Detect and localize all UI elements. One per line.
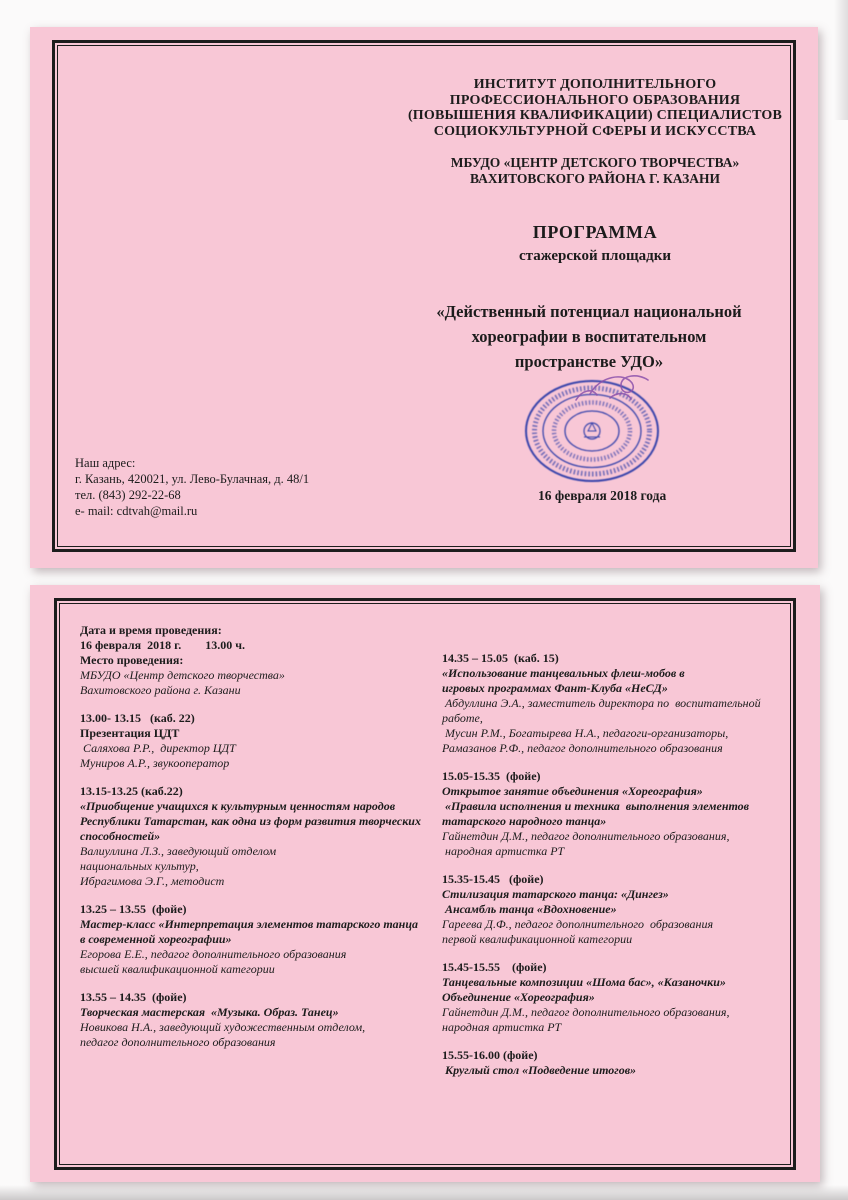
theme-line: пространстве УДО» (514, 352, 664, 371)
schedule-line: народная артистка РТ (442, 844, 565, 858)
schedule-line: 15.05-15.35 (фойе) (442, 769, 541, 783)
schedule-line: Гайнетдин Д.М., педагог дополнительного образования, (442, 829, 730, 843)
schedule-line: Место проведения: (80, 653, 184, 667)
schedule-block (80, 623, 442, 698)
schedule-line: игровых программах Фант-Клуба «НеСД» (442, 681, 668, 695)
schedule-line: Муниров А.Р., звукооператор (80, 756, 230, 770)
theme-line: хореографии в воспитательном (471, 327, 707, 346)
schedule-column-right (442, 623, 804, 1091)
schedule-block (80, 711, 442, 771)
document-title: ПРОГРАММА (532, 222, 658, 242)
schedule-line: Ансамбль танца «Вдохновение» (442, 902, 617, 916)
address-label: Наш адрес: (75, 456, 136, 470)
schedule-block (80, 784, 442, 889)
schedule-line: Творческая мастерская «Музыка. Образ. Танец» (80, 1005, 339, 1019)
schedule-line: Рамазанов Р.Ф., педагог дополнительного образования (442, 741, 723, 755)
schedule-line: в современной хореографии» (80, 932, 232, 946)
schedule-block (442, 960, 804, 1035)
schedule-line: Саляхова Р.Р., директор ЦДТ (80, 741, 236, 755)
institute-line: (ПОВЫШЕНИЯ КВАЛИФИКАЦИИ) СПЕЦИАЛИСТОВ (407, 108, 783, 123)
event-theme-title (348, 299, 830, 374)
schedule-line: педагог дополнительного образования (80, 1035, 276, 1049)
schedule-line: способностей» (80, 829, 161, 843)
address-line: г. Казань, 420021, ул. Лево-Булачная, д. 48/1 (75, 472, 310, 486)
schedule-line: Открытое занятие объединения «Хореография» (442, 784, 703, 798)
cover-page (30, 27, 818, 568)
stamp-seal-icon (520, 368, 672, 484)
schedule-page (30, 585, 820, 1182)
schedule-block (80, 990, 442, 1050)
schedule-line: Валиуллина Л.З., заведующий отделом (80, 844, 277, 858)
schedule-line: первой квалификационной категории (442, 932, 633, 946)
schedule-line: 13.15-13.25 (каб.22) (80, 784, 183, 798)
schedule-line: Презентация ЦДТ (80, 726, 180, 740)
schedule-line: татарского народного танца» (442, 814, 607, 828)
schedule-line: Гайнетдин Д.М., педагог дополнительного образования, (442, 1005, 730, 1019)
schedule-line: Абдуллина Э.А., заместитель директора по воспитательной работе, (442, 696, 764, 725)
address-line: тел. (843) 292-22-68 (75, 488, 181, 502)
institute-line: ИНСТИТУТ ДОПОЛНИТЕЛЬНОГО (473, 77, 717, 92)
schedule-line: национальных культур, (80, 859, 199, 873)
schedule-line: высшей квалификационной категории (80, 962, 275, 976)
schedule-line: Объединение «Хореография» (442, 990, 595, 1004)
schedule-line: Стилизация татарского танца: «Дингез» (442, 887, 669, 901)
schedule-line: Вахитовского района г. Казани (80, 683, 241, 697)
schedule-line: Ибрагимова Э.Г., методист (80, 874, 225, 888)
schedule-line: Республики Татарстан, как одна из форм развития творческих (80, 814, 421, 828)
institute-line: ПРОФЕССИОНАЛЬНОГО ОБРАЗОВАНИЯ (449, 92, 741, 108)
schedule-line: Танцевальные композиции «Шома бас», «Казаночки» (442, 975, 726, 989)
schedule-line: МБУДО «Центр детского творчества» (80, 668, 285, 682)
scan-artifact-bottom (0, 1185, 848, 1200)
contact-address (75, 455, 309, 519)
document-subtitle: стажерской площадки (519, 248, 671, 264)
schedule-line: 15.35-15.45 (фойе) (442, 872, 544, 886)
schedule-line: 16 февраля 2018 г. 13.00 ч. (80, 638, 245, 652)
organization-header (360, 155, 830, 187)
schedule-line: 13.00- 13.15 (каб. 22) (80, 711, 195, 725)
institute-header (360, 77, 830, 139)
schedule-line: «Использование танцевальных флеш-мобов в (442, 666, 685, 680)
schedule-line: Новикова Н.А., заведующий художественным отделом, (80, 1020, 366, 1034)
schedule-block (80, 902, 442, 977)
schedule-line: Дата и время проведения: (80, 623, 222, 637)
schedule-line: 14.35 – 15.05 (каб. 15) (442, 651, 559, 665)
schedule-line: 13.55 – 14.35 (фойе) (80, 990, 187, 1004)
scan-artifact-right (834, 0, 848, 120)
institute-line: СОЦИОКУЛЬТУРНОЙ СФЕРЫ И ИСКУССТВА (433, 123, 757, 139)
schedule-block (442, 1048, 804, 1078)
schedule-column-left (80, 623, 442, 1063)
schedule-line: «Приобщение учащихся к культурным ценностям народов (80, 799, 396, 813)
schedule-block (442, 651, 804, 756)
event-date: 16 февраля 2018 года (538, 488, 667, 503)
schedule-line: 15.45-15.55 (фойе) (442, 960, 547, 974)
schedule-line: Мастер-класс «Интерпретация элементов татарского танца (80, 917, 418, 931)
schedule-line: народная артистка РТ (442, 1020, 562, 1034)
schedule-line: Егорова Е.Е., педагог дополнительного образования (80, 947, 347, 961)
schedule-line: Круглый стол «Подведение итогов» (442, 1063, 637, 1077)
schedule-line: Гареева Д.Ф., педагог дополнительного образования (442, 917, 714, 931)
schedule-line: 13.25 – 13.55 (фойе) (80, 902, 187, 916)
schedule-block (442, 872, 804, 947)
schedule-line: Мусин Р.М., Богатырева Н.А., педагоги-организаторы, (442, 726, 729, 740)
signature-scribble (576, 376, 648, 400)
theme-line: «Действенный потенциал национальной (436, 302, 742, 321)
schedule-line: «Правила исполнения и техника выполнения элементов (442, 799, 750, 813)
address-line: e- mail: cdtvah@mail.ru (75, 504, 198, 518)
schedule-line: 15.55-16.00 (фойе) (442, 1048, 538, 1062)
organization-line: ВАХИТОВСКОГО РАЙОНА Г. КАЗАНИ (469, 171, 721, 186)
schedule-block (442, 769, 804, 859)
organization-line: МБУДО «ЦЕНТР ДЕТСКОГО ТВОРЧЕСТВА» (450, 155, 740, 170)
